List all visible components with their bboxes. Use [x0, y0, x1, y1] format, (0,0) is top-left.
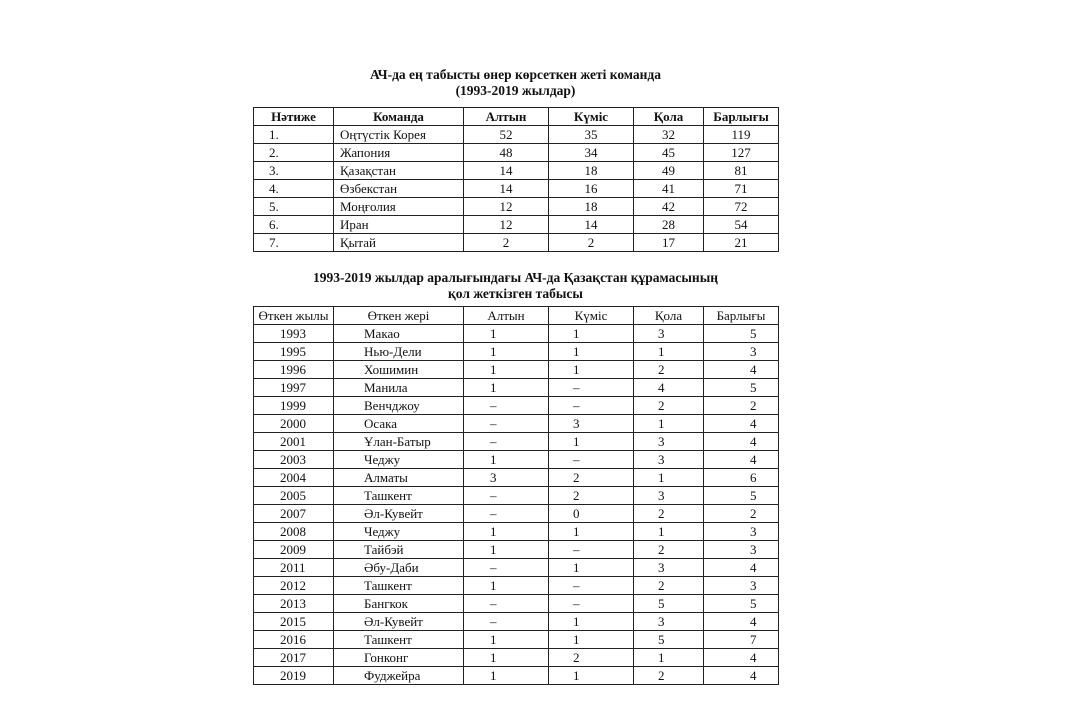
top-seven-teams-table	[253, 107, 779, 252]
gold-cell: –	[464, 505, 549, 523]
team-cell: Қытай	[334, 234, 464, 252]
place-cell: Хошимин	[334, 361, 464, 379]
table1-header-silver: Күміс	[549, 108, 634, 126]
total-cell: 4	[704, 361, 779, 379]
place-cell: Манила	[334, 379, 464, 397]
table2-body	[254, 325, 779, 685]
year-cell: 2007	[254, 505, 334, 523]
gold-cell: 48	[464, 144, 549, 162]
place-cell: Гонконг	[334, 649, 464, 667]
gold-cell: 14	[464, 180, 549, 198]
team-cell: Оңтүстік Корея	[334, 126, 464, 144]
bronze-cell: 2	[634, 397, 704, 415]
gold-cell: –	[464, 595, 549, 613]
gold-cell: 1	[464, 451, 549, 469]
silver-cell: 18	[549, 198, 634, 216]
team-cell: Өзбекстан	[334, 180, 464, 198]
gold-cell: 2	[464, 234, 549, 252]
bronze-cell: 28	[634, 216, 704, 234]
bronze-cell: 1	[634, 415, 704, 433]
place-cell: Ташкент	[334, 631, 464, 649]
table-row	[254, 577, 779, 595]
year-cell: 1996	[254, 361, 334, 379]
place-cell: Ұлан-Батыр	[334, 433, 464, 451]
table2-header-place: Өткен жері	[334, 307, 464, 325]
place-cell: Макао	[334, 325, 464, 343]
table-row	[254, 451, 779, 469]
total-cell: 81	[704, 162, 779, 180]
silver-cell: –	[549, 541, 634, 559]
total-cell: 4	[704, 559, 779, 577]
year-cell: 2008	[254, 523, 334, 541]
gold-cell: 1	[464, 523, 549, 541]
rank-cell: 6.	[254, 216, 334, 234]
gold-cell: 1	[464, 361, 549, 379]
total-cell: 54	[704, 216, 779, 234]
gold-cell: 12	[464, 198, 549, 216]
total-cell: 4	[704, 613, 779, 631]
total-cell: 4	[704, 667, 779, 685]
year-cell: 1999	[254, 397, 334, 415]
place-cell: Чеджу	[334, 451, 464, 469]
place-cell: Ташкент	[334, 487, 464, 505]
table-row	[254, 649, 779, 667]
place-cell: Ташкент	[334, 577, 464, 595]
table1-header-row	[254, 108, 779, 126]
total-cell: 2	[704, 397, 779, 415]
table-row	[254, 487, 779, 505]
table-row	[254, 198, 779, 216]
year-cell: 1997	[254, 379, 334, 397]
silver-cell: –	[549, 379, 634, 397]
bronze-cell: 2	[634, 577, 704, 595]
place-cell: Бангкок	[334, 595, 464, 613]
table-row	[254, 523, 779, 541]
kazakhstan-results-table	[253, 306, 779, 685]
table-row	[254, 216, 779, 234]
silver-cell: 1	[549, 631, 634, 649]
silver-cell: –	[549, 397, 634, 415]
place-cell: Тайбэй	[334, 541, 464, 559]
team-cell: Қазақстан	[334, 162, 464, 180]
bronze-cell: 41	[634, 180, 704, 198]
table1-header-total: Барлығы	[704, 108, 779, 126]
bronze-cell: 1	[634, 523, 704, 541]
table2-header-year: Өткен жылы	[254, 307, 334, 325]
year-cell: 2003	[254, 451, 334, 469]
gold-cell: 1	[464, 631, 549, 649]
silver-cell: –	[549, 451, 634, 469]
bronze-cell: 3	[634, 325, 704, 343]
bronze-cell: 45	[634, 144, 704, 162]
silver-cell: 2	[549, 649, 634, 667]
table-row	[254, 126, 779, 144]
total-cell: 71	[704, 180, 779, 198]
table-row	[254, 415, 779, 433]
table2-header-bronze: Қола	[634, 307, 704, 325]
year-cell: 2011	[254, 559, 334, 577]
table1-body	[254, 126, 779, 252]
silver-cell: 14	[549, 216, 634, 234]
silver-cell: 1	[549, 325, 634, 343]
bronze-cell: 5	[634, 595, 704, 613]
rank-cell: 7.	[254, 234, 334, 252]
table1-title	[253, 67, 778, 99]
gold-cell: –	[464, 415, 549, 433]
silver-cell: 1	[549, 613, 634, 631]
table-row	[254, 433, 779, 451]
total-cell: 5	[704, 595, 779, 613]
gold-cell: 1	[464, 343, 549, 361]
total-cell: 3	[704, 577, 779, 595]
place-cell: Әл-Кувейт	[334, 613, 464, 631]
table-row	[254, 144, 779, 162]
bronze-cell: 49	[634, 162, 704, 180]
year-cell: 2015	[254, 613, 334, 631]
silver-cell: 35	[549, 126, 634, 144]
table2-header-silver: Күміс	[549, 307, 634, 325]
table-row	[254, 505, 779, 523]
gold-cell: –	[464, 433, 549, 451]
table-row	[254, 325, 779, 343]
gold-cell: 1	[464, 541, 549, 559]
table1-header-team: Команда	[334, 108, 464, 126]
rank-cell: 3.	[254, 162, 334, 180]
total-cell: 119	[704, 126, 779, 144]
bronze-cell: 2	[634, 361, 704, 379]
silver-cell: 2	[549, 469, 634, 487]
silver-cell: 1	[549, 343, 634, 361]
silver-cell: 34	[549, 144, 634, 162]
place-cell: Осака	[334, 415, 464, 433]
bronze-cell: 2	[634, 505, 704, 523]
bronze-cell: 3	[634, 613, 704, 631]
year-cell: 1993	[254, 325, 334, 343]
gold-cell: 52	[464, 126, 549, 144]
silver-cell: 0	[549, 505, 634, 523]
total-cell: 3	[704, 343, 779, 361]
year-cell: 2012	[254, 577, 334, 595]
place-cell: Әл-Кувейт	[334, 505, 464, 523]
year-cell: 2001	[254, 433, 334, 451]
table2-title-line2: қол жеткізген табысы	[448, 286, 583, 301]
silver-cell: 18	[549, 162, 634, 180]
gold-cell: 1	[464, 667, 549, 685]
bronze-cell: 1	[634, 469, 704, 487]
total-cell: 5	[704, 325, 779, 343]
table-row	[254, 595, 779, 613]
year-cell: 2017	[254, 649, 334, 667]
table-row	[254, 343, 779, 361]
rank-cell: 2.	[254, 144, 334, 162]
bronze-cell: 42	[634, 198, 704, 216]
bronze-cell: 2	[634, 541, 704, 559]
bronze-cell: 1	[634, 649, 704, 667]
total-cell: 21	[704, 234, 779, 252]
table-row	[254, 541, 779, 559]
table-row	[254, 234, 779, 252]
table-row	[254, 559, 779, 577]
gold-cell: 1	[464, 577, 549, 595]
silver-cell: 1	[549, 559, 634, 577]
table1-header-gold: Алтын	[464, 108, 549, 126]
total-cell: 3	[704, 541, 779, 559]
table1-header-result: Нәтиже	[254, 108, 334, 126]
silver-cell: 2	[549, 487, 634, 505]
place-cell: Венчджоу	[334, 397, 464, 415]
team-cell: Моңғолия	[334, 198, 464, 216]
table-row	[254, 379, 779, 397]
gold-cell: –	[464, 397, 549, 415]
table2-header-total: Барлығы	[704, 307, 779, 325]
total-cell: 2	[704, 505, 779, 523]
silver-cell: –	[549, 595, 634, 613]
total-cell: 127	[704, 144, 779, 162]
bronze-cell: 3	[634, 433, 704, 451]
total-cell: 4	[704, 451, 779, 469]
total-cell: 5	[704, 379, 779, 397]
table-row	[254, 397, 779, 415]
bronze-cell: 32	[634, 126, 704, 144]
place-cell: Фуджейра	[334, 667, 464, 685]
year-cell: 2005	[254, 487, 334, 505]
place-cell: Чеджу	[334, 523, 464, 541]
rank-cell: 1.	[254, 126, 334, 144]
bronze-cell: 3	[634, 559, 704, 577]
silver-cell: 1	[549, 433, 634, 451]
total-cell: 72	[704, 198, 779, 216]
silver-cell: 1	[549, 523, 634, 541]
total-cell: 7	[704, 631, 779, 649]
gold-cell: –	[464, 487, 549, 505]
year-cell: 2004	[254, 469, 334, 487]
gold-cell: 1	[464, 649, 549, 667]
bronze-cell: 17	[634, 234, 704, 252]
table2-title	[253, 270, 778, 302]
silver-cell: 3	[549, 415, 634, 433]
year-cell: 1995	[254, 343, 334, 361]
total-cell: 6	[704, 469, 779, 487]
total-cell: 4	[704, 415, 779, 433]
table-row	[254, 180, 779, 198]
table1-title-line2: (1993-2019 жылдар)	[455, 83, 576, 98]
table1-title-line1: АЧ-да ең табысты өнер көрсеткен жеті команда	[369, 67, 662, 82]
bronze-cell: 1	[634, 343, 704, 361]
place-cell: Алматы	[334, 469, 464, 487]
rank-cell: 4.	[254, 180, 334, 198]
silver-cell: 1	[549, 667, 634, 685]
bronze-cell: 4	[634, 379, 704, 397]
gold-cell: 14	[464, 162, 549, 180]
team-cell: Жапония	[334, 144, 464, 162]
gold-cell: 3	[464, 469, 549, 487]
rank-cell: 5.	[254, 198, 334, 216]
table-row	[254, 631, 779, 649]
gold-cell: –	[464, 559, 549, 577]
total-cell: 4	[704, 649, 779, 667]
total-cell: 3	[704, 523, 779, 541]
total-cell: 4	[704, 433, 779, 451]
silver-cell: 2	[549, 234, 634, 252]
bronze-cell: 5	[634, 631, 704, 649]
bronze-cell: 3	[634, 451, 704, 469]
total-cell: 5	[704, 487, 779, 505]
table-row	[254, 469, 779, 487]
silver-cell: 1	[549, 361, 634, 379]
bronze-cell: 3	[634, 487, 704, 505]
year-cell: 2009	[254, 541, 334, 559]
gold-cell: 12	[464, 216, 549, 234]
place-cell: Нью-Дели	[334, 343, 464, 361]
year-cell: 2000	[254, 415, 334, 433]
team-cell: Иран	[334, 216, 464, 234]
bronze-cell: 2	[634, 667, 704, 685]
year-cell: 2016	[254, 631, 334, 649]
table2-header-row	[254, 307, 779, 325]
year-cell: 2013	[254, 595, 334, 613]
table-row	[254, 667, 779, 685]
table1-header-bronze: Қола	[634, 108, 704, 126]
table2-header-gold: Алтын	[464, 307, 549, 325]
gold-cell: 1	[464, 325, 549, 343]
table2-title-line1: 1993-2019 жылдар аралығындағы АЧ-да Қазақстан құрамасының	[312, 270, 719, 285]
place-cell: Әбу-Даби	[334, 559, 464, 577]
silver-cell: 16	[549, 180, 634, 198]
gold-cell: 1	[464, 379, 549, 397]
year-cell: 2019	[254, 667, 334, 685]
silver-cell: –	[549, 577, 634, 595]
table-row	[254, 162, 779, 180]
gold-cell: –	[464, 613, 549, 631]
table-row	[254, 361, 779, 379]
table-row	[254, 613, 779, 631]
